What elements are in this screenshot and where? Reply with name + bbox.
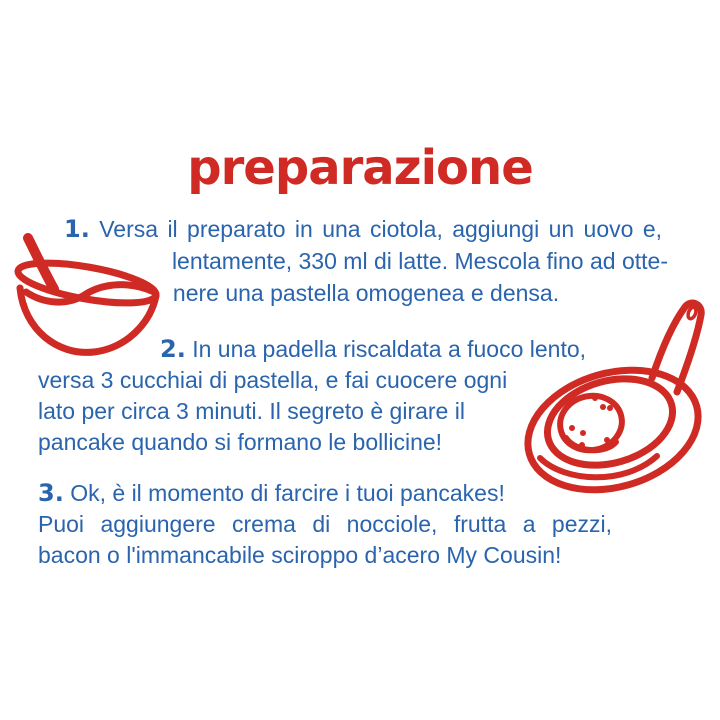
step-2-line-4: pancake quando si formano le bollicine! bbox=[38, 429, 443, 455]
step-3-number: 3. bbox=[38, 479, 64, 507]
step-2-line-2: versa 3 cucchiai di pastella, e fai cuocere ogni bbox=[38, 367, 508, 393]
frying-pan-icon bbox=[514, 290, 718, 494]
step-3-text: Ok, è il momento di farcire i tuoi pancakes! bbox=[70, 480, 505, 506]
step-3-line-3: bacon o l'immancabile sciroppo d’acero My Cousin! bbox=[38, 542, 562, 568]
page-title: preparazione bbox=[187, 140, 533, 196]
step-3-line-2: Puoi aggiungere crema di nocciole, frutta a pezzi, bbox=[38, 511, 612, 537]
step-1-line-2: lentamente, 330 ml di latte. Mescola fino ad otte- bbox=[171, 248, 668, 274]
step-2-line-1 bbox=[160, 334, 586, 364]
step-1-number: 1. bbox=[64, 215, 90, 243]
step-1-line-3: nere una pastella omogenea e densa. bbox=[172, 280, 560, 306]
step-1-text: Versa il preparato in una ciotola, aggiungi un uovo e, bbox=[99, 216, 663, 242]
step-2-line-3: lato per circa 3 minuti. Il segreto è girare il bbox=[38, 398, 465, 424]
step-3-line-1 bbox=[38, 478, 505, 508]
step-1-line-1 bbox=[64, 214, 662, 244]
step-2-text: In una padella riscaldata a fuoco lento, bbox=[192, 336, 587, 362]
step-2-number: 2. bbox=[160, 335, 186, 363]
